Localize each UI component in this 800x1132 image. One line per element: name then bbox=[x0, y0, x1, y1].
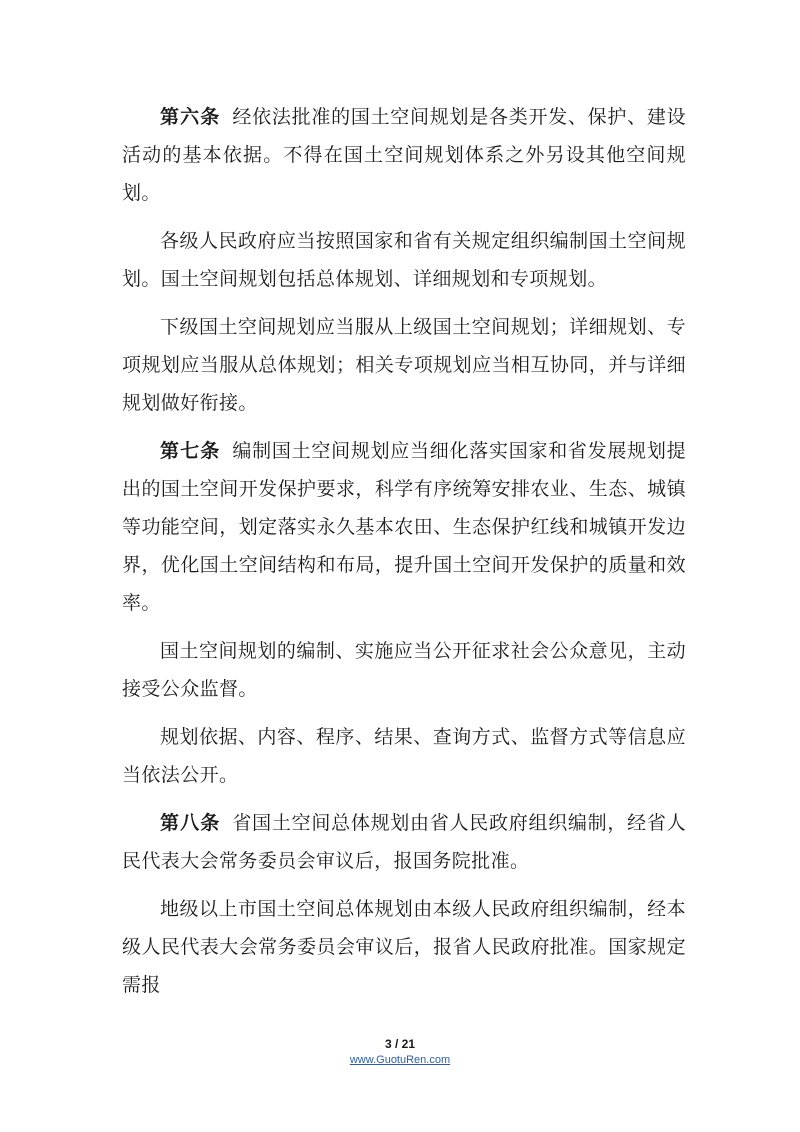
article-heading: 第八条 bbox=[160, 812, 221, 834]
paragraph bbox=[122, 308, 686, 422]
article-heading: 第七条 bbox=[160, 440, 221, 462]
paragraph-text: 国土空间规划的编制、实施应当公开征求社会公众意见，主动接受公众监督。 bbox=[122, 640, 686, 700]
paragraph-text: 各级人民政府应当按照国家和省有关规定组织编制国土空间规划。国土空间规划包括总体规划、详细规划和专项规划。 bbox=[122, 230, 686, 290]
paragraph-text: 地级以上市国土空间总体规划由本级人民政府组织编制，经本级人民代表大会常务委员会审议后，报省人民政府批准。国家规定需报 bbox=[122, 898, 686, 996]
paragraph-article-8 bbox=[122, 804, 686, 880]
paragraph-article-6 bbox=[122, 98, 686, 212]
document-body bbox=[122, 98, 686, 1014]
paragraph bbox=[122, 890, 686, 1004]
paragraph-article-7 bbox=[122, 432, 686, 622]
page-number: 3 / 21 bbox=[384, 1037, 416, 1051]
paragraph-text: 省国土空间总体规划由省人民政府组织编制，经省人民代表大会常务委员会审议后，报国务院批准。 bbox=[122, 812, 687, 872]
paragraph-text: 编制国土空间规划应当细化落实国家和省发展规划提出的国土空间开发保护要求，科学有序统筹安排农业、生态、城镇等功能空间，划定落实永久基本农田、生态保护红线和城镇开发边界，优化国土空间结构和布局，提升国土空间开发保护的质量和效率。 bbox=[122, 440, 687, 614]
page-footer bbox=[0, 1036, 800, 1068]
paragraph bbox=[122, 718, 686, 794]
article-heading: 第六条 bbox=[160, 106, 221, 128]
paragraph bbox=[122, 632, 686, 708]
paragraph bbox=[122, 222, 686, 298]
website-link[interactable]: www.GuotuRen.com bbox=[349, 1054, 451, 1066]
paragraph-text: 下级国土空间规划应当服从上级国土空间规划；详细规划、专项规划应当服从总体规划；相关专项规划应当相互协同，并与详细规划做好衔接。 bbox=[122, 316, 686, 414]
paragraph-text: 规划依据、内容、程序、结果、查询方式、监督方式等信息应当依法公开。 bbox=[122, 726, 686, 786]
paragraph-text: 经依法批准的国土空间规划是各类开发、保护、建设活动的基本依据。不得在国土空间规划体系之外另设其他空间规划。 bbox=[122, 106, 687, 204]
